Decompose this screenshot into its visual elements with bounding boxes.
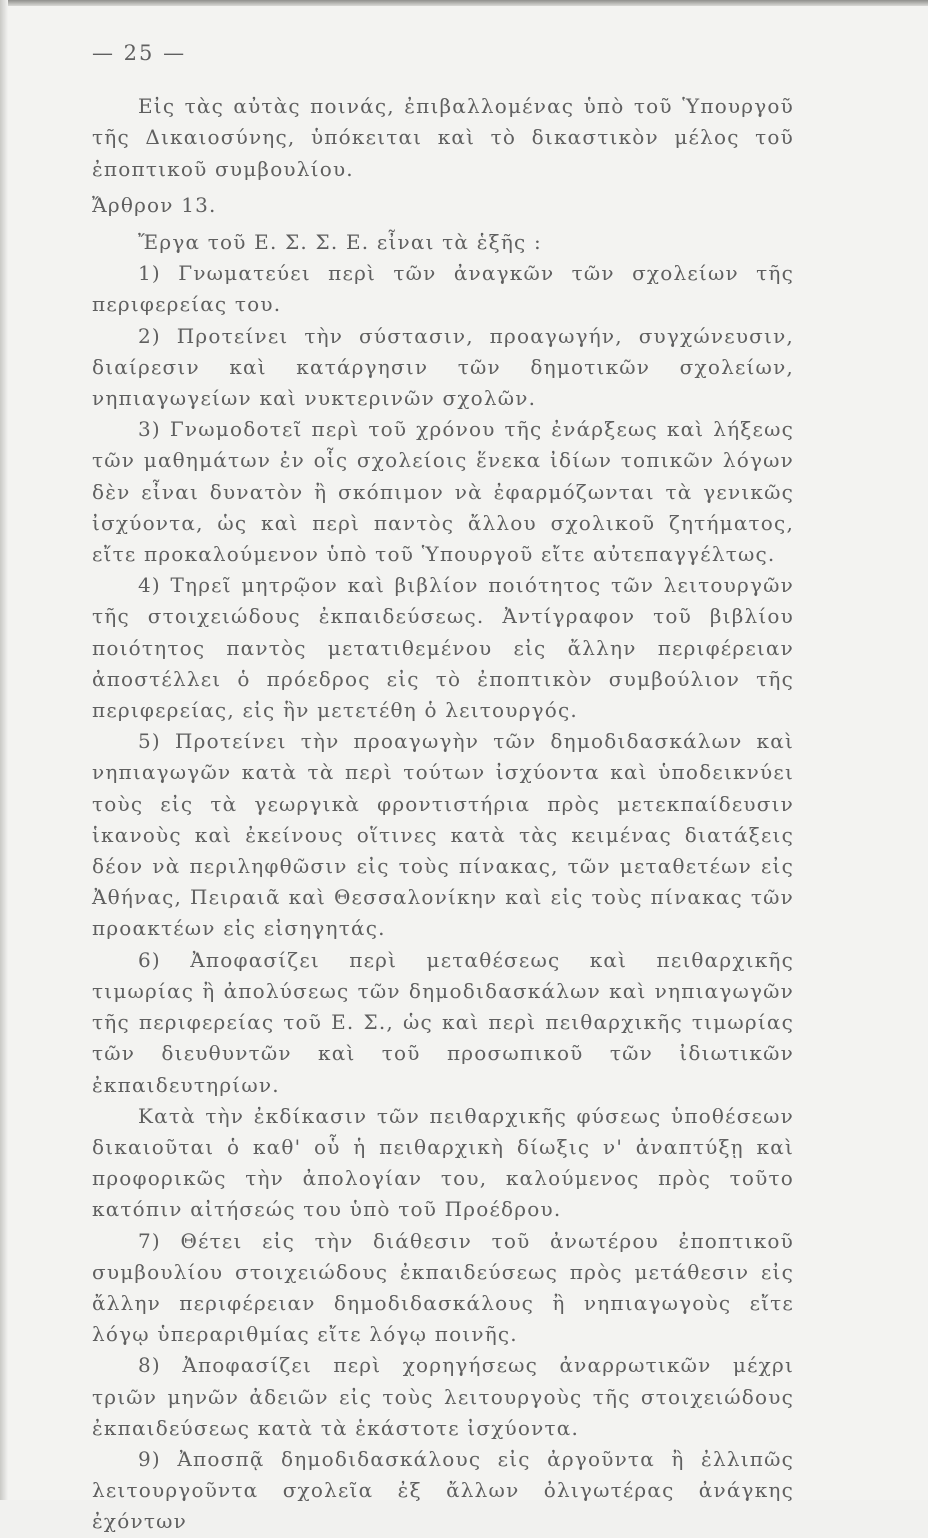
article-intro: Ἔργα τοῦ Ε. Σ. Σ. Ε. εἶναι τὰ ἑξῆς : xyxy=(138,230,542,255)
article-item-8: 8) Ἀποφασίζει περὶ χορηγήσεως ἀναρρωτικῶν μέχρι τριῶν μηνῶν ἀδειῶν εἰς τοὺς λειτουργοὺς τῆς στοιχειώδους ἐκπαιδεύσεως κατὰ τὰ ἑκάστοτε ἰσχύοντα. xyxy=(92,1353,794,1440)
article-heading: Ἄρθρον 13. xyxy=(92,192,217,217)
article-item-9: 9) Ἀποσπᾷ δημοδιδασκάλους εἰς ἀργοῦντα ἢ ἐλλιπῶς λειτουργοῦντα σχολεῖα ἐξ ἄλλων ὀλιγωτέρας ἀνάγκης ἐχόντων xyxy=(92,1446,794,1534)
article-item-5: 5) Προτείνει τὴν προαγωγὴν τῶν δημοδιδασκάλων καὶ νηπιαγωγῶν κατὰ τὰ περὶ τούτων ἰσχύοντα καὶ ὑποδεικνύει τοὺς εἰς τὰ γεωργικὰ φροντιστήρια πρὸς μετεκπαίδευσιν ἱκανοὺς καὶ ἐκείνους οἵτινες κατὰ τὰς κειμένας διατάξεις δέον νὰ περιληφθῶσιν εἰς τοὺς πίνακας, τῶν μεταθετέων εἰς Ἀθήνας, Πειραιᾶ καὶ Θεσσαλονίκην καὶ εἰς τοὺς πίνακας τῶν προακτέων εἰς εἰσηγητάς. xyxy=(92,729,794,941)
article-item-3: 3) Γνωμοδοτεῖ περὶ τοῦ χρόνου τῆς ἐνάρξεως καὶ λήξεως τῶν μαθημάτων ἐν οἷς σχολείοις ἕνεκα ἰδίων τοπικῶν λόγων δὲν εἶναι δυνατὸν ἢ σκόπιμον νὰ ἐφαρμόζωνται τὰ γενικῶς ἰσχύοντα, ὡς καὶ περὶ παντὸς ἄλλου σχολικοῦ ζητήματος, εἴτε προκαλούμενον ὑπὸ τοῦ Ὑπουργοῦ εἴτε αὐτεπαγγέλτως. xyxy=(92,417,794,567)
page-left-edge xyxy=(0,0,8,1500)
article-item-6: 6) Ἀποφασίζει περὶ μεταθέσεως καὶ πειθαρχικῆς τιμωρίας ἢ ἀπολύσεως τῶν δημοδιδασκάλων καὶ νηπιαγωγῶν τῆς περιφερείας τοῦ Ε. Σ., ὡς καὶ περὶ πειθαρχικῆς τιμωρίας τῶν διευθυντῶν καὶ τοῦ προσωπικοῦ τῶν ἰδιωτικῶν ἐκπαιδευτηρίων. xyxy=(92,947,794,1097)
article-item-7: 7) Θέτει εἰς τὴν διάθεσιν τοῦ ἀνωτέρου ἐποπτικοῦ συμβουλίου στοιχειώδους ἐκπαιδεύσεως πρὸς μετάθεσιν εἰς ἄλλην περιφέρειαν δημοδιδασκάλους ἢ νηπιαγωγοὺς εἴτε λόγῳ ὑπεραριθμίας εἴτε λόγῳ ποινῆς. xyxy=(92,1228,794,1347)
page-text xyxy=(92,38,794,1538)
article-item-1: 1) Γνωματεύει περὶ τῶν ἀναγκῶν τῶν σχολείων τῆς περιφερείας του. xyxy=(92,261,794,317)
article-item-6-continuation: Κατὰ τὴν ἐκδίκασιν τῶν πειθαρχικῆς φύσεως ὑποθέσεων δικαιοῦται ὁ καθ' οὗ ἡ πειθαρχικὴ δίωξις ν' ἀναπτύξῃ καὶ προφορικῶς τὴν ἀπολογίαν του, καλούμενος πρὸς τοῦτο κατόπιν αἰτήσεώς του ὑπὸ τοῦ Προέδρου. xyxy=(92,1103,794,1222)
paragraph-intro: Εἰς τὰς αὐτὰς ποινάς, ἐπιβαλλομένας ὑπὸ τοῦ Ὑπουργοῦ τῆς Δικαιοσύνης, ὑπόκειται καὶ τὸ δικαστικὸν μέλος τοῦ ἐποπτικοῦ συμβουλίου. xyxy=(92,94,794,181)
page-top-edge xyxy=(0,0,928,6)
page-number: — 25 — xyxy=(92,41,187,65)
article-item-4: 4) Τηρεῖ μητρῷον καὶ βιβλίον ποιότητος τῶν λειτουργῶν τῆς στοιχειώδους ἐκπαιδεύσεως. Ἀντίγραφον τοῦ βιβλίου ποιότητος παντὸς μετατιθεμένου εἰς ἄλλην περιφέρειαν ἀποστέλλει ὁ πρόεδρος εἰς τὸ ἐποπτικὸν συμβούλιον τῆς περιφερείας, εἰς ἣν μετετέθη ὁ λειτουργός. xyxy=(92,573,794,723)
article-item-2: 2) Προτείνει τὴν σύστασιν, προαγωγήν, συγχώνευσιν, διαίρεσιν καὶ κατάργησιν τῶν δημοτικῶν σχολείων, νηπιαγωγείων καὶ νυκτερινῶν σχολῶν. xyxy=(92,323,794,411)
